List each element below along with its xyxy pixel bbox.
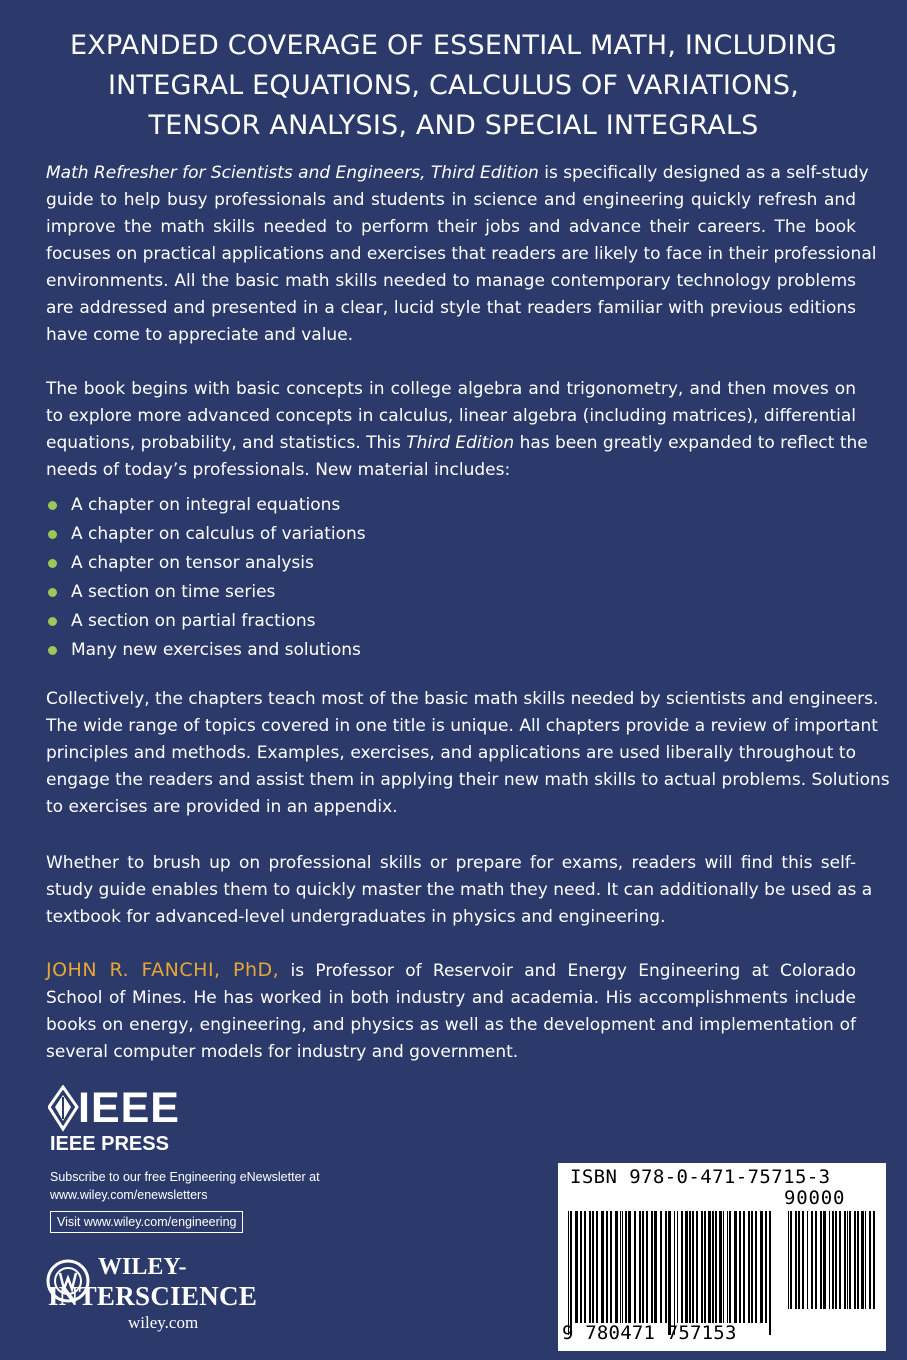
barcode-bar <box>639 1211 641 1323</box>
barcode-bar <box>751 1211 753 1323</box>
barcode-bar <box>634 1211 636 1323</box>
barcode-bar <box>865 1211 866 1309</box>
text-line: to exercises are provided in an appendix. <box>46 797 398 817</box>
barcode-bar <box>798 1211 800 1309</box>
barcode-bar <box>610 1211 612 1323</box>
barcode-bar <box>873 1211 875 1309</box>
barcode-bar <box>849 1211 851 1309</box>
barcode-bar <box>729 1211 731 1323</box>
text-line: The book begins with basic concepts in college algebra and trigonometry, and then moves on <box>46 379 856 399</box>
barcode-bar <box>701 1211 703 1323</box>
list-item: A section on time series <box>46 578 546 607</box>
barcode-bar <box>748 1211 750 1323</box>
barcode-bar <box>622 1211 623 1323</box>
list-item: Many new exercises and solutions <box>46 636 546 665</box>
barcode-bar <box>665 1211 667 1323</box>
barcode-bar <box>568 1211 569 1335</box>
barcode-bar <box>689 1211 691 1323</box>
overview-paragraph <box>46 376 868 484</box>
barcode-bar <box>620 1211 621 1323</box>
barcode-bar <box>589 1211 591 1323</box>
text-line: have come to appreciate and value. <box>46 325 354 345</box>
headline-line: TENSOR ANALYSIS, AND SPECIAL INTEGRALS <box>148 110 759 141</box>
text-line: guide to help busy professionals and students in science and engineering quickly refresh and <box>46 190 856 210</box>
barcode-bar <box>692 1211 694 1323</box>
barcode-bar <box>788 1211 789 1309</box>
barcode-bar <box>832 1211 834 1309</box>
barcode-bar <box>869 1211 871 1309</box>
barcode-bar <box>844 1211 846 1309</box>
barcode-bar <box>704 1211 706 1323</box>
barcode-bar <box>790 1211 792 1309</box>
usage-paragraph <box>46 850 873 931</box>
bullet-icon <box>48 588 57 597</box>
text-line: JOHN R. FANCHI, PhD, is Professor of Reservoir and Energy Engineering at Colorado <box>46 959 856 981</box>
text-line: focuses on practical applications and exercises that readers are likely to face in their professional <box>46 244 877 264</box>
barcode-bar <box>795 1211 797 1309</box>
bullet-icon <box>48 501 57 510</box>
text-line: The wide range of topics covered in one title is unique. All chapters provide a review of important <box>46 716 878 736</box>
bullet-icon <box>48 617 57 626</box>
ieee-press-label: IEEE PRESS <box>50 1133 169 1155</box>
barcode-bar <box>660 1211 662 1323</box>
barcode-bar <box>596 1211 598 1323</box>
author-name: JOHN R. FANCHI, PhD, <box>46 959 280 981</box>
text-line: are addressed and presented in a clear, lucid style that readers familiar with previous editions <box>46 298 856 318</box>
barcode-bar <box>769 1211 771 1335</box>
barcode-bar <box>712 1211 714 1323</box>
barcode-bar <box>823 1211 826 1309</box>
barcode-bar <box>829 1211 830 1309</box>
barcode-bar <box>575 1211 578 1323</box>
barcode-bar <box>606 1211 608 1323</box>
barcode-bar <box>835 1211 837 1309</box>
barcode-panel <box>558 1163 886 1351</box>
wiley-brand: WILEY- <box>98 1254 187 1280</box>
text-line: improve the math skills needed to perform their jobs and advance their careers. The book <box>46 217 856 237</box>
barcode-bar <box>584 1211 586 1323</box>
barcode-bar <box>815 1211 817 1309</box>
text-line: textbook for advanced-level undergraduates in physics and engineering. <box>46 907 666 927</box>
text-line: School of Mines. He has worked in both industry and academia. His accomplishments include <box>46 988 856 1008</box>
barcode-bar <box>854 1211 856 1309</box>
barcode-bar <box>681 1211 683 1323</box>
addon-barcode <box>786 1211 878 1321</box>
barcode-bar <box>847 1211 848 1309</box>
visit-link: Visit www.wiley.com/engineering <box>50 1211 243 1233</box>
barcode-bar <box>811 1211 813 1309</box>
barcode-bar <box>739 1211 741 1323</box>
author-bio <box>46 957 856 1066</box>
barcode-bar <box>861 1211 864 1309</box>
barcode-bar <box>696 1211 698 1323</box>
barcode-bar <box>674 1211 675 1335</box>
bullet-icon <box>48 646 57 655</box>
headline <box>20 26 887 146</box>
barcode-bar <box>654 1211 657 1323</box>
barcode-bar <box>625 1211 627 1323</box>
barcode-bar <box>820 1211 822 1309</box>
barcode-bar <box>570 1211 572 1335</box>
wiley-url: wiley.com <box>128 1313 199 1332</box>
text-line: equations, probability, and statistics. This Third Edition has been greatly expanded to reflect the <box>46 433 868 453</box>
barcode-bar <box>807 1211 808 1309</box>
text-line: principles and methods. Examples, exercises, and applications are used liberally throughout to <box>46 743 856 763</box>
text-line: study guide enables them to quickly master the math they need. It can additionally be used as a <box>46 880 873 900</box>
chapters-paragraph <box>46 686 890 821</box>
text-line: environments. All the basic math skills needed to manage contemporary technology problems <box>46 271 856 291</box>
list-item: A chapter on calculus of variations <box>46 520 546 549</box>
ieee-logo-text: IEEE <box>78 1084 180 1132</box>
text-line: engage the readers and assist them in applying their new math skills to actual problems. Solutions <box>46 770 890 790</box>
barcode-bar <box>628 1211 631 1323</box>
newsletter-text: Subscribe to our free Engineering eNewsletter at <box>50 1170 320 1184</box>
barcode-bar <box>727 1211 728 1323</box>
barcode-bar <box>839 1211 841 1309</box>
new-material-list <box>46 491 546 665</box>
barcode-bar <box>715 1211 717 1323</box>
text-line: to explore more advanced concepts in calculus, linear algebra (including matrices), differential <box>46 406 856 426</box>
barcode-bar <box>677 1211 678 1323</box>
barcode-bar <box>755 1211 757 1323</box>
barcode-bar <box>601 1211 604 1323</box>
barcode-bar <box>685 1211 688 1323</box>
wiley-imprint: INTERSCIENCE <box>48 1281 258 1311</box>
barcode-bar <box>708 1211 711 1323</box>
newsletter-notice <box>50 1168 320 1204</box>
barcode-bar <box>615 1211 618 1323</box>
barcode-bar <box>734 1211 737 1323</box>
price-code: 90000 <box>784 1187 846 1209</box>
intro-paragraph <box>46 160 877 349</box>
barcode-bar <box>857 1211 859 1309</box>
text-line: books on energy, engineering, and physics as well as the development and implementation of <box>46 1015 856 1035</box>
barcode-bar <box>743 1211 745 1323</box>
barcode-bar <box>723 1211 724 1323</box>
list-item: A section on partial fractions <box>46 607 546 636</box>
ean-digits: 9 780471 757153 <box>562 1322 737 1344</box>
ean-barcode <box>566 1211 776 1335</box>
edition-label: Third Edition <box>406 433 515 453</box>
book-title: Math Refresher for Scientists and Engineers, Third Edition <box>46 163 539 183</box>
text-line: needs of today’s professionals. New material includes: <box>46 460 511 480</box>
bullet-icon <box>48 559 57 568</box>
text-line: Math Refresher for Scientists and Engineers, Third Edition is specifically designed as a self-study <box>46 163 869 183</box>
text-line: several computer models for industry and government. <box>46 1042 519 1062</box>
barcode-bar <box>592 1211 594 1323</box>
newsletter-url: www.wiley.com/enewsletters <box>50 1188 208 1202</box>
list-item: A chapter on integral equations <box>46 491 546 520</box>
barcode-bar <box>668 1211 671 1335</box>
text-line: Collectively, the chapters teach most of the basic math skills needed by scientists and engineers. <box>46 689 879 709</box>
text-line: Whether to brush up on professional skills or prepare for exams, readers will find this self- <box>46 853 856 873</box>
barcode-bar <box>719 1211 722 1323</box>
barcode-bar <box>765 1211 767 1323</box>
barcode-bar <box>646 1211 648 1323</box>
barcode-bar <box>642 1211 644 1323</box>
bullet-icon <box>48 530 57 539</box>
barcode-bar <box>760 1211 763 1323</box>
isbn-label: ISBN 978-0-471-75715-3 <box>570 1166 831 1188</box>
headline-line: EXPANDED COVERAGE OF ESSENTIAL MATH, INCLUDING <box>69 30 838 61</box>
barcode-bar <box>651 1211 653 1323</box>
barcode-bar <box>802 1211 804 1309</box>
barcode-bar <box>580 1211 582 1323</box>
list-item: A chapter on tensor analysis <box>46 549 546 578</box>
headline-line: INTEGRAL EQUATIONS, CALCULUS OF VARIATIONS, <box>107 70 800 101</box>
